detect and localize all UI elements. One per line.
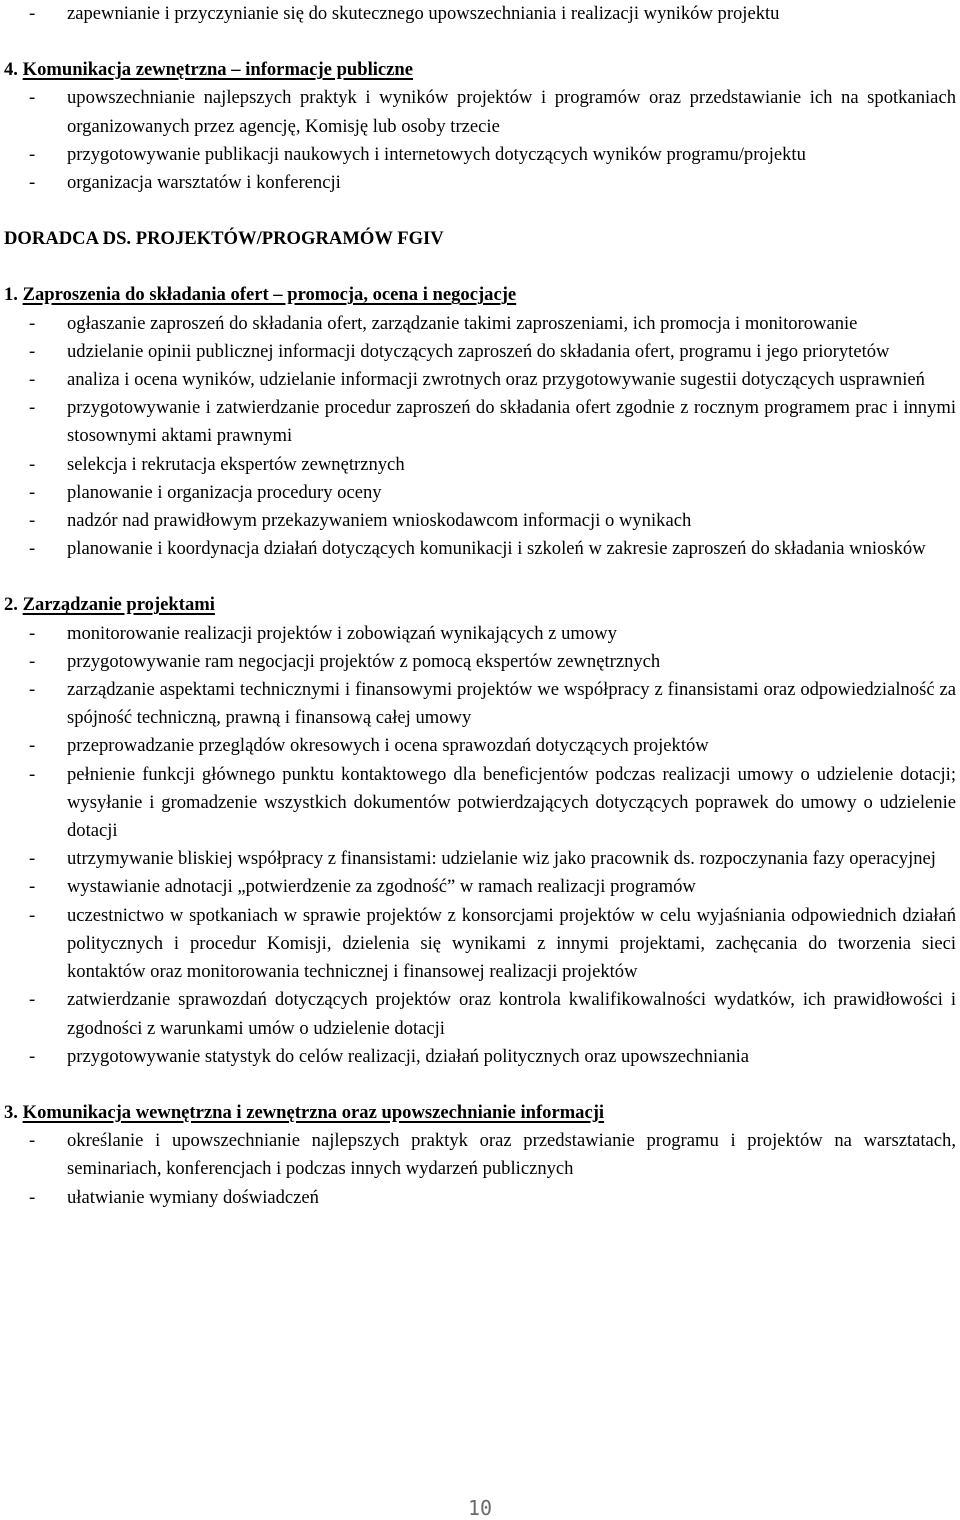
spacer	[4, 197, 956, 225]
section-3-list	[4, 1127, 956, 1212]
list-item-text: zarządzanie aspektami technicznymi i finansowymi projektów we współpracy z finansistami oraz odpowiedzialność za spójność techniczną, prawną i finansową całej umowy	[67, 679, 956, 729]
list-item-text: selekcja i rekrutacja ekspertów zewnętrznych	[67, 453, 405, 475]
bullet-dash: -	[29, 1130, 36, 1152]
list-item	[4, 451, 956, 479]
list-item	[4, 732, 956, 760]
section-number: 3.	[4, 1101, 18, 1123]
section-title: Zarządzanie projektami	[22, 594, 215, 616]
bullet-dash: -	[29, 538, 36, 560]
list-item-text: wystawianie adnotacji „potwierdzenie za zgodność” w ramach realizacji programów	[67, 876, 696, 898]
list-item	[4, 873, 956, 901]
list-item	[4, 648, 956, 676]
list-item-text: ogłaszanie zaproszeń do składania ofert, zarządzanie takimi zaproszeniami, ich promocja i monitorowanie	[67, 312, 858, 334]
section-number: 2.	[4, 594, 18, 616]
bullet-dash: -	[29, 904, 36, 926]
section-number: 1.	[4, 284, 18, 306]
list-item	[4, 394, 956, 450]
list-item-text: zatwierdzanie sprawozdań dotyczących projektów oraz kontrola kwalifikowalności wydatków, ich prawidłowości i zgodności z warunkami umów o udzielenie dotacji	[67, 989, 956, 1039]
list-item-text: upowszechnianie najlepszych praktyk i wyników projektów i programów oraz przedstawianie ich na spotkaniach organizowanych przez agencję, Komisję lub osoby trzecie	[67, 87, 956, 137]
list-item-text: przygotowywanie publikacji naukowych i internetowych dotyczących wyników programu/projektu	[67, 143, 806, 165]
bullet-dash: -	[29, 650, 36, 672]
list-item	[4, 1184, 956, 1212]
list-item	[4, 84, 956, 140]
bullet-dash: -	[29, 340, 36, 362]
bullet-dash: -	[29, 481, 36, 503]
spacer	[4, 28, 956, 56]
list-item-text: przeprowadzanie przeglądów okresowych i ocena sprawozdań dotyczących projektów	[67, 735, 709, 757]
bullet-dash: -	[29, 876, 36, 898]
list-item-text: przygotowywanie statystyk do celów realizacji, działań politycznych oraz upowszechniania	[67, 1045, 750, 1067]
list-item-text: planowanie i organizacja procedury oceny	[67, 481, 382, 503]
section-2-list	[4, 620, 956, 1071]
list-item-text: organizacja warsztatów i konferencji	[67, 172, 341, 194]
bullet-dash: -	[29, 989, 36, 1011]
list-item-text: pełnienie funkcji głównego punktu kontaktowego dla beneficjentów podczas realizacji umowy o udzielenie dotacji; wysyłanie i gromadzenie wszystkich dokumentów potwierdzających dotyczących poprawek do umowy o udzielenie dotacji	[67, 763, 956, 842]
list-item-text: uczestnictwo w spotkaniach w sprawie projektów z konsorcjami projektów w celu wyjaśniania odpowiednich działań politycznych i procedur Komisji, dzielenia się wynikami z innymi projektami, zachęcania do tworzenia sieci kontaktów oraz monitorowania technicznej i finansowej realizacji projektów	[67, 904, 956, 983]
list-item-text: zapewnianie i przyczynianie się do skutecznego upowszechniania i realizacji wyników projektu	[67, 3, 780, 24]
list-item	[4, 1127, 956, 1183]
list-item	[4, 310, 956, 338]
bullet-dash: -	[29, 1045, 36, 1067]
section-title: Zaproszenia do składania ofert – promocja, ocena i negocjacje	[22, 284, 517, 306]
bullet-dash: -	[29, 622, 36, 644]
bullet-dash: -	[29, 3, 36, 24]
list-item-text: udzielanie opinii publicznej informacji dotyczących zaproszeń do składania ofert, programu i jego priorytetów	[67, 340, 890, 362]
list-item-text: planowanie i koordynacja działań dotyczących komunikacji i szkoleń w zakresie zaproszeń do składania wniosków	[67, 538, 926, 560]
section-4-heading	[4, 56, 956, 84]
bullet-dash: -	[29, 369, 36, 391]
bullet-dash: -	[29, 735, 36, 757]
list-item	[4, 0, 956, 28]
list-item	[4, 676, 956, 732]
list-item	[4, 338, 956, 366]
list-item	[4, 535, 956, 563]
section-1-heading	[4, 281, 956, 309]
spacer	[4, 253, 956, 281]
page-number: 10	[467, 1496, 493, 1520]
spacer	[4, 563, 956, 591]
list-item	[4, 141, 956, 169]
bullet-dash: -	[29, 453, 36, 475]
bullet-dash: -	[29, 143, 36, 165]
bullet-dash: -	[29, 510, 36, 532]
list-item-text: określanie i upowszechnianie najlepszych praktyk oraz przedstawianie programu i projektów na warsztatach, seminariach, konferencjach i podczas innych wydarzeń publicznych	[67, 1130, 956, 1180]
list-item-text: przygotowywanie i zatwierdzanie procedur zaproszeń do składania ofert zgodnie z rocznym programem prac i innymi stosownymi aktami prawnymi	[67, 397, 956, 447]
bullet-dash: -	[29, 397, 36, 419]
spacer	[4, 1071, 956, 1099]
list-item	[4, 169, 956, 197]
section-2-heading	[4, 591, 956, 619]
bullet-dash: -	[29, 172, 36, 194]
bullet-dash: -	[29, 87, 36, 109]
bullet-dash: -	[29, 763, 36, 785]
bullet-dash: -	[29, 679, 36, 701]
top-list	[4, 0, 956, 28]
list-item	[4, 479, 956, 507]
list-item	[4, 507, 956, 535]
section-title: Komunikacja wewnętrzna i zewnętrzna oraz upowszechnianie informacji	[22, 1101, 605, 1123]
list-item-text: monitorowanie realizacji projektów i zobowiązań wynikających z umowy	[67, 622, 617, 644]
list-item	[4, 366, 956, 394]
section-4-list	[4, 84, 956, 197]
list-item	[4, 1043, 956, 1071]
list-item	[4, 986, 956, 1042]
section-number: 4.	[4, 59, 18, 81]
document-content	[4, 0, 956, 1212]
section-1-list	[4, 310, 956, 564]
section-3-heading	[4, 1099, 956, 1127]
bullet-dash: -	[29, 1186, 36, 1208]
list-item-text: przygotowywanie ram negocjacji projektów z pomocą ekspertów zewnętrznych	[67, 650, 661, 672]
list-item	[4, 902, 956, 987]
list-item-text: nadzór nad prawidłowym przekazywaniem wnioskodawcom informacji o wynikach	[67, 510, 692, 532]
list-item	[4, 761, 956, 846]
list-item-text: analiza i ocena wyników, udzielanie informacji zwrotnych oraz przygotowywanie sugestii dotyczących usprawnień	[67, 369, 925, 391]
bullet-dash: -	[29, 312, 36, 334]
list-item	[4, 845, 956, 873]
bullet-dash: -	[29, 848, 36, 870]
section-title: Komunikacja zewnętrzna – informacje publiczne	[22, 59, 414, 81]
list-item-text: utrzymywanie bliskiej współpracy z finansistami: udzielanie wiz jako pracownik ds. rozpoczynania fazy operacyjnej	[67, 848, 936, 870]
advisor-heading: DORADCA DS. PROJEKTÓW/PROGRAMÓW FGIV	[4, 228, 444, 250]
list-item	[4, 620, 956, 648]
list-item-text: ułatwianie wymiany doświadczeń	[67, 1186, 319, 1208]
